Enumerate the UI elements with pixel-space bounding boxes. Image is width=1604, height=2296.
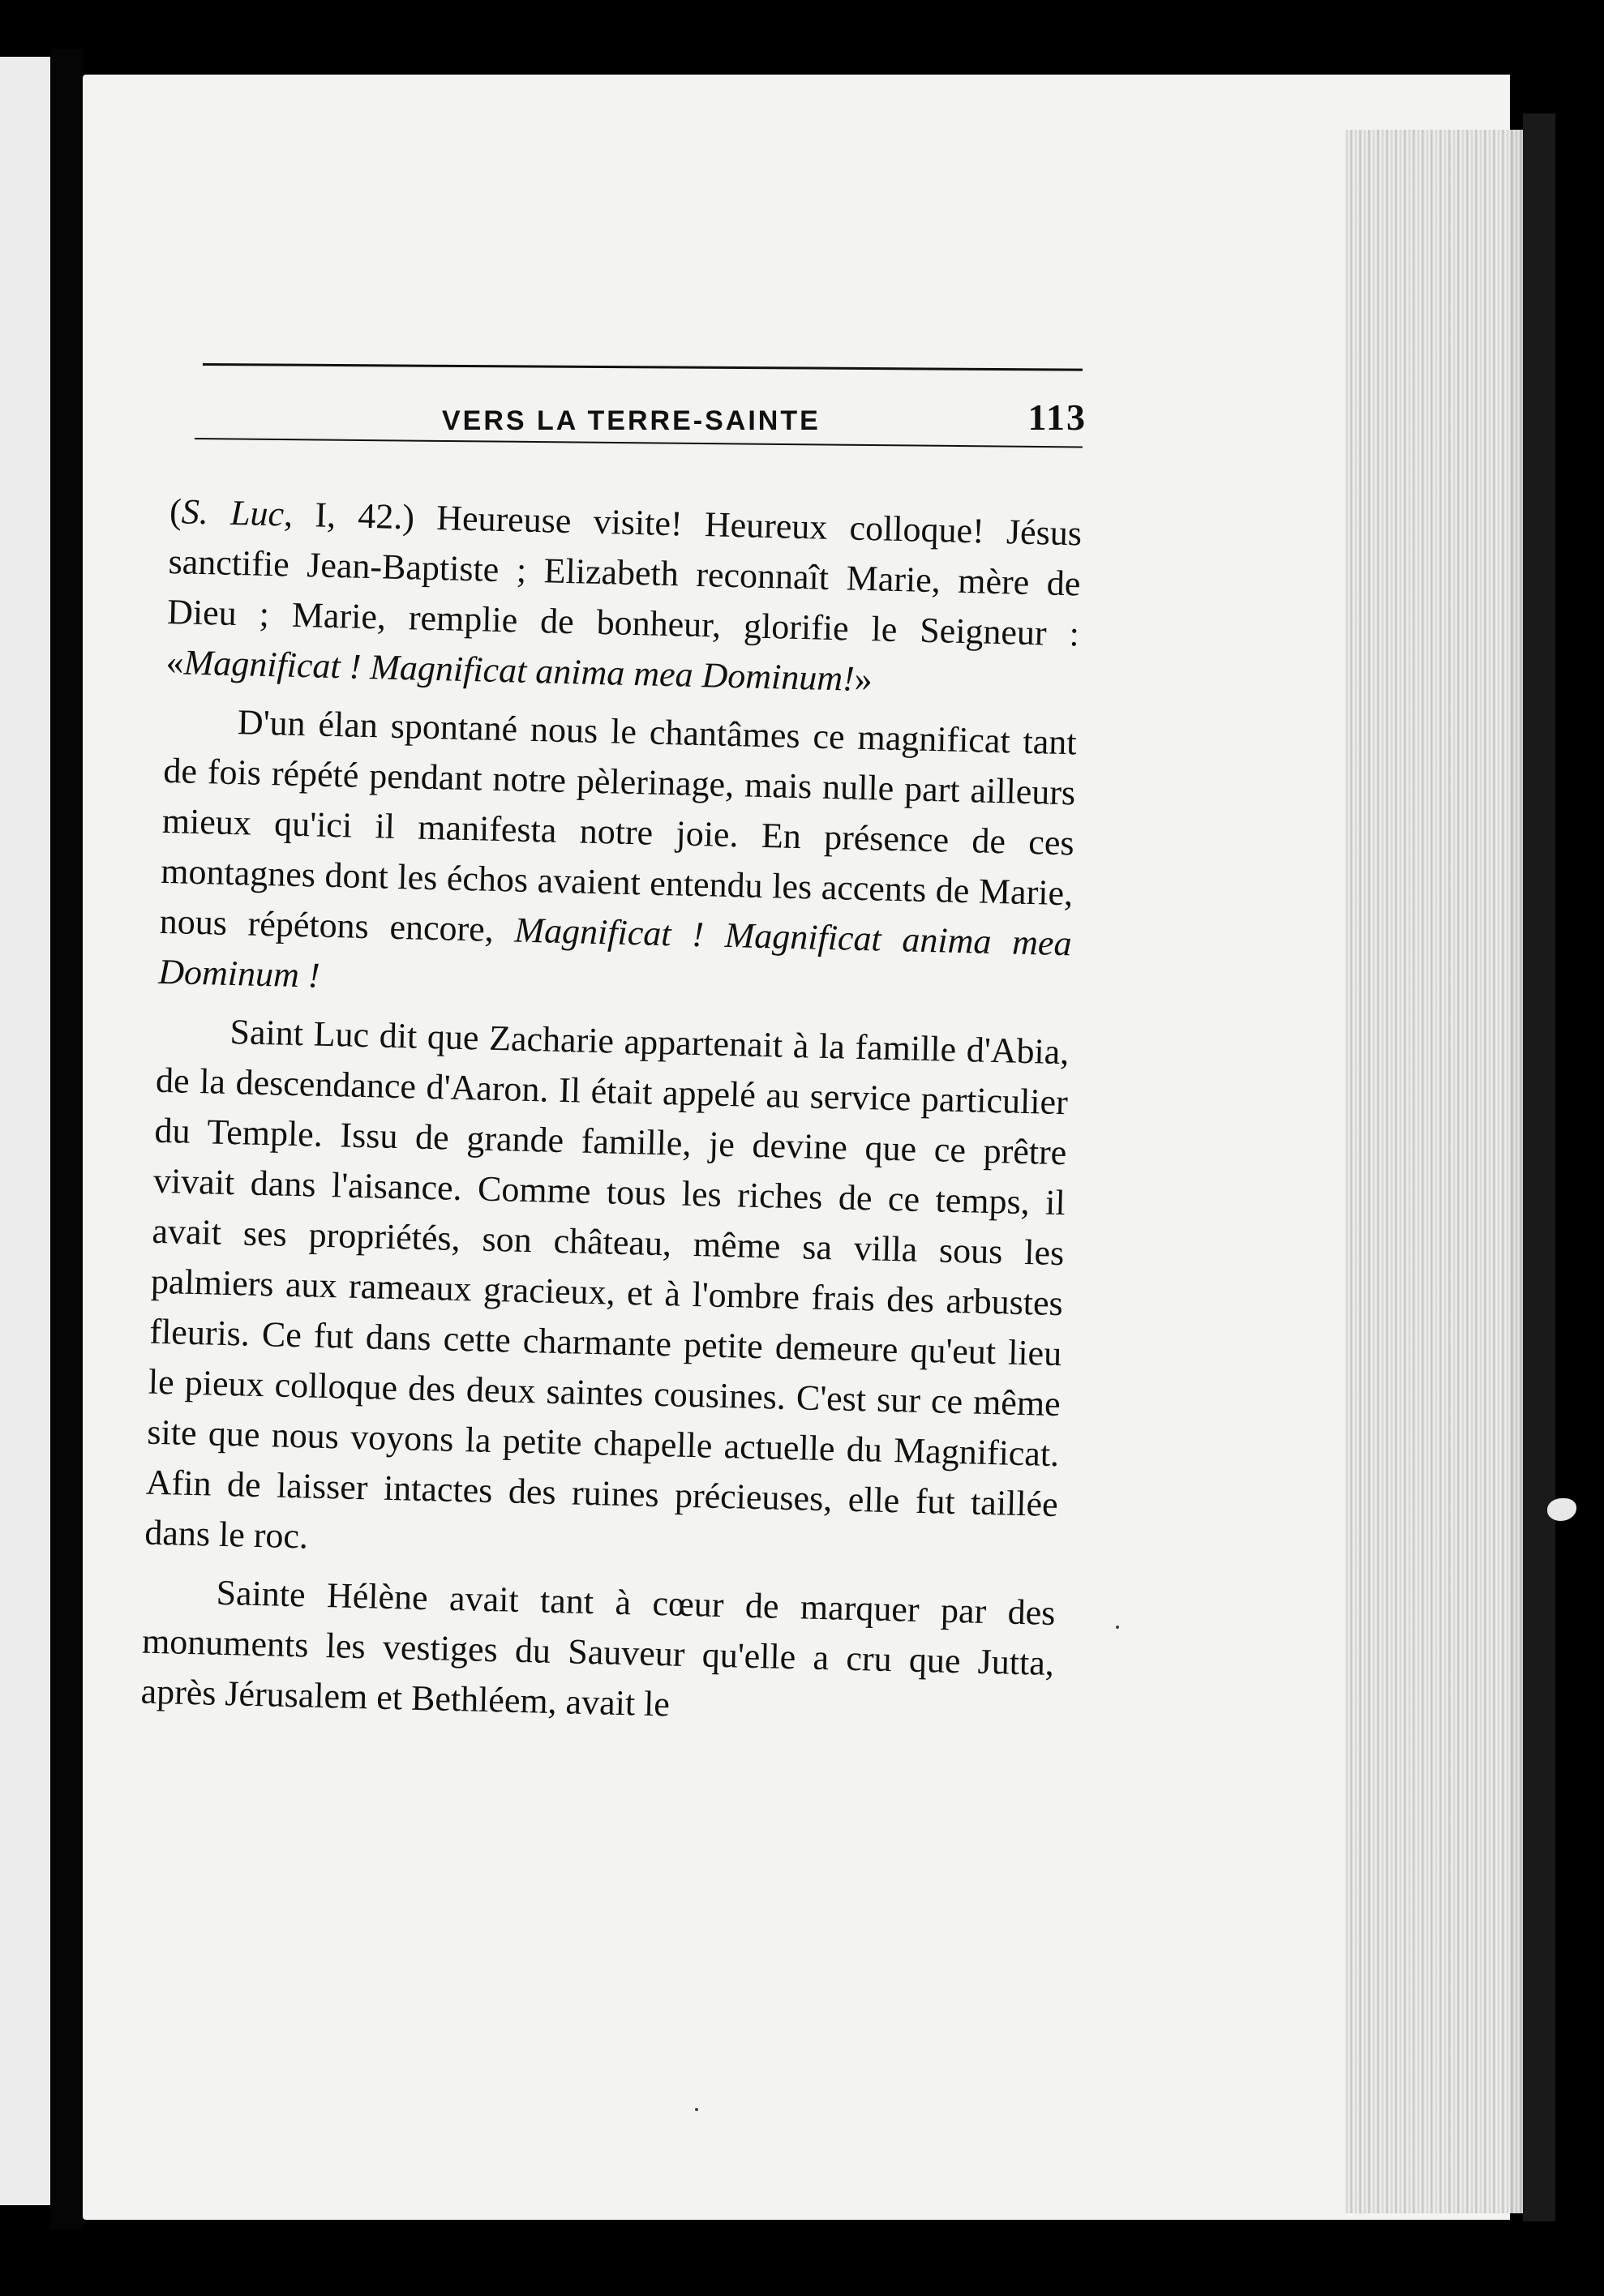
italic-text: S. Luc: [181, 491, 285, 534]
text-segment: »: [854, 658, 873, 700]
page-blemish: [1547, 1498, 1576, 1521]
text-segment: Saint Luc dit que Zacharie appartenait à la famille d'Abia, de la descendance d'Aaron. Il était appelé au service particulier du Temple. Issu de grande famille, je devine que ce prêtre vivait dans l'aisance. Comme tous les riches de ce temps, il avait ses propriétés, son château, même sa villa sous les palmiers aux rameaux gracieux, et à l'ombre frais des arbustes fleuris. Ce fut dans cette charmante petite demeure qu'eut lieu le pieux colloque des deux saintes cousines. C'est sur ce même site que nous voyons la petite chapelle actuelle du Magnificat. Afin de laisser intactes des ruines précieuses, elle fut taillée dans le roc.: [144, 1012, 1070, 1557]
paragraph: [144, 1005, 1070, 1580]
text-segment: Sainte Hélène avait tant à cœur de marquer par des monuments les vestiges du Sauveur qu'elle a cru que Jutta, après Jérusalem et Bethléem, avait le: [140, 1572, 1056, 1724]
running-head: VERS LA TERRE-SAINTE: [442, 405, 821, 436]
scan-border: [1523, 114, 1555, 2221]
book-gutter: [50, 49, 83, 2230]
page-stack-edge: [1345, 130, 1523, 2213]
dust-speck: [1116, 1626, 1119, 1629]
facing-page-edge: [0, 57, 50, 2205]
dust-speck: [695, 2108, 698, 2111]
italic-text: Magnificat ! Magnificat anima mea Dominum!: [183, 642, 856, 699]
paragraph: [140, 1566, 1056, 1739]
text-segment: D'un élan spontané nous le chantâmes ce magnificat tant de fois répété pendant notre pèlerinage, mais nulle part ailleurs mieux qu'ici il manifesta notre joie. En présence de ces montagnes dont les échos avaient entendu les accents de Marie, nous répétons encore,: [159, 702, 1078, 950]
italic-text: Magnificat ! Magnificat anima mea Dominum !: [157, 910, 1073, 996]
text-segment: , I, 42.) Heureuse visite! Heureux colloque! Jésus sanctifie Jean-Baptiste ; Elizabeth reconnaît Marie, mère de Dieu ; Marie, remplie de bonheur, glorifie le Seigneur : «: [165, 494, 1083, 683]
page-number: 113: [1027, 396, 1087, 438]
paragraph: [158, 696, 1078, 1019]
paragraph: [165, 486, 1083, 709]
body-text: [140, 486, 1083, 1747]
page-header: [203, 396, 1087, 439]
text-segment: (: [169, 490, 182, 532]
